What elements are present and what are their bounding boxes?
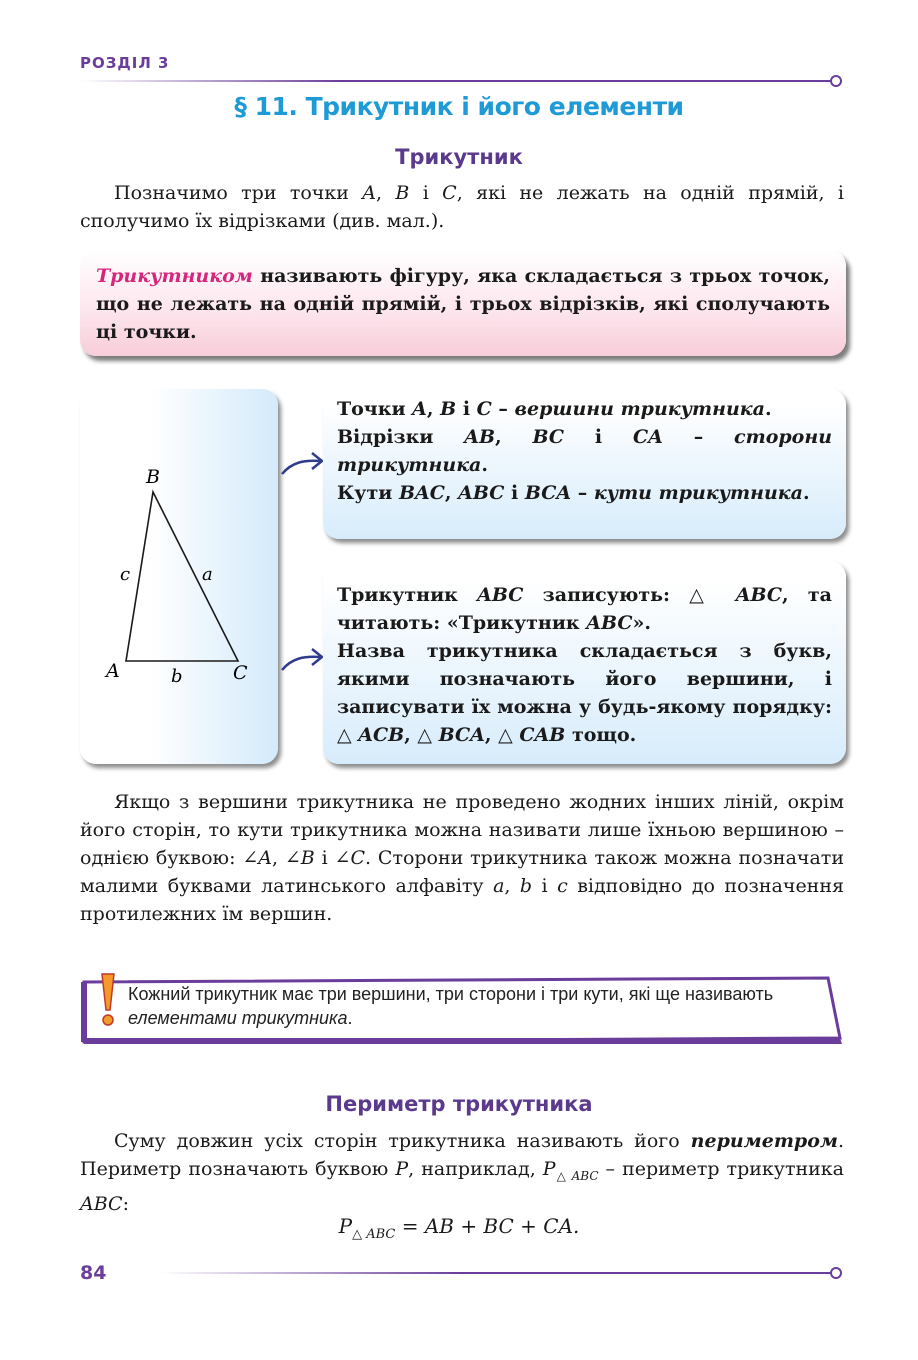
perimeter-formula: $P_{\triangle ABC}$ = AB + BC + CA. — [338, 1214, 580, 1242]
page-title: § 11. Трикутник і його елементи — [234, 92, 684, 121]
subhead-triangle: Трикутник — [395, 145, 523, 169]
footer-rule — [160, 1272, 832, 1274]
triangle-figure-panel — [80, 389, 278, 764]
perimeter-paragraph: Суму довжин усіх сторін трикутника називають його периметром. Периметр позначають буквою P, наприклад, $P_{\triangle ABC}$ – периметр трикутника ABC: — [80, 1130, 844, 1215]
notation-box — [323, 561, 846, 764]
note-callout — [80, 976, 846, 1044]
elements-angles: Кути BAC, ABC і BCA – кути трикутника. — [337, 482, 810, 504]
note-text: Кожний трикутник має три вершини, три сторони і три кути, які ще називають елементами трикутника. — [128, 984, 774, 1028]
elements-sides: Відрізки AB, BC і CA – сторони трикутника. — [337, 426, 833, 476]
notation-record: Трикутник ABC записують: △ ABC, та читають: «Трикутник ABC». — [337, 584, 832, 634]
vertex-label-a: A — [106, 660, 120, 682]
side-label-c: c — [120, 564, 131, 585]
vertex-label-b: B — [146, 466, 160, 488]
definition-term: Трикутником — [96, 265, 253, 287]
side-label-a: a — [202, 564, 213, 585]
definition-text: Трикутником називають фігуру, яка складається з трьох точок, що не лежать на одній прямій, і трьох відрізків, які сполучають ці точки. — [96, 265, 830, 343]
exclamation-icon — [92, 970, 122, 1030]
header-rule-end-circle — [830, 75, 842, 87]
header-rule — [80, 80, 832, 82]
elements-box — [323, 389, 846, 539]
intro-paragraph: Позначимо три точки A, B і C, які не лежать на одній прямій, і сполучимо їх відрізками (див. мал.). — [80, 182, 844, 232]
angles-paragraph: Якщо з вершини трикутника не проведено жодних інших ліній, окрім його сторін, то кути трикутника можна називати лише їхньою вершиною – однією буквою: ∠A, ∠B і ∠C. Сторони трикутника також можна позначати малими буквами латинського алфавіту a, b і c відповідно до позначення протилежних їм вершин. — [80, 791, 844, 925]
subhead-perimeter: Периметр трикутника — [325, 1092, 593, 1116]
page-number: 84 — [80, 1262, 107, 1284]
side-label-b: b — [171, 666, 183, 687]
elements-vertices: Точки A, B і C – вершини трикутника. — [337, 398, 772, 420]
vertex-label-c: C — [233, 662, 248, 684]
definition-box — [80, 250, 846, 356]
notation-order: Назва трикутника складається з букв, якими позначають його вершини, і записувати їх можна у будь-якому порядку: △ ACB, △ BCA, △ CAB тощо. — [337, 640, 832, 746]
section-label: РОЗДІЛ 3 — [80, 54, 170, 72]
triangle-diagram — [80, 389, 278, 764]
triangle-abc — [126, 492, 238, 661]
footer-rule-end-circle — [830, 1267, 842, 1279]
